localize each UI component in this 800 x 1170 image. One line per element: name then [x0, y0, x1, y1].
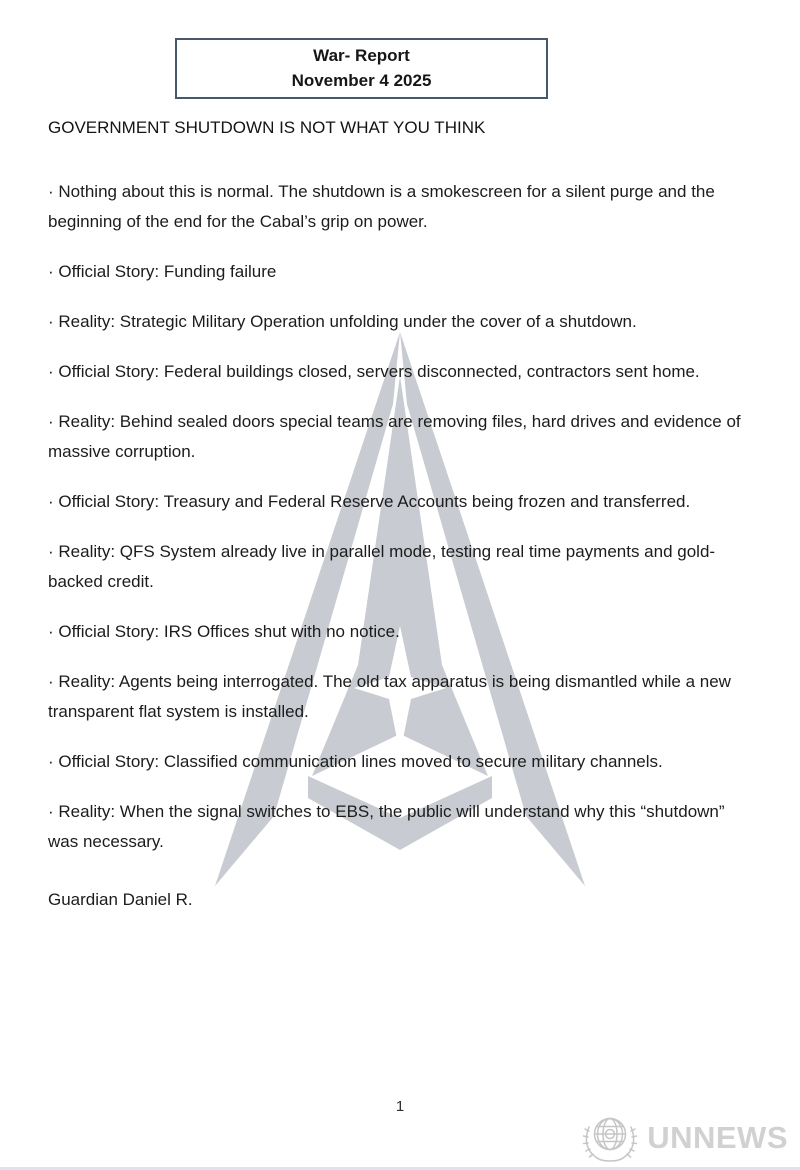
paragraph: · Official Story: Federal buildings closed, servers disconnected, contractors sent home.	[48, 362, 700, 381]
signature: Guardian Daniel R.	[48, 890, 193, 909]
paragraph: · Nothing about this is normal. The shutdown is a smokescreen for a silent purge and the beginning of the end for the Cabal’s grip on power.	[48, 182, 715, 231]
report-body	[48, 177, 748, 857]
unnews-logo	[581, 1113, 788, 1163]
report-date: November 4 2025	[291, 71, 432, 90]
paragraph: · Official Story: Funding failure	[48, 262, 277, 281]
un-globe-wreath-icon	[581, 1113, 639, 1163]
report-title: War- Report	[313, 46, 410, 65]
paragraph: · Reality: When the signal switches to EBS, the public will understand why this “shutdown” was necessary.	[48, 802, 725, 851]
unnews-brand-text: UNNEWS	[647, 1120, 788, 1155]
report-title-box	[175, 38, 548, 99]
document-content	[0, 38, 800, 915]
headline: GOVERNMENT SHUTDOWN IS NOT WHAT YOU THINK	[48, 118, 486, 137]
document-page	[0, 38, 800, 1170]
paragraph: · Reality: Behind sealed doors special teams are removing files, hard drives and evidence of massive corruption.	[48, 412, 741, 461]
paragraph: · Reality: QFS System already live in parallel mode, testing real time payments and gold-backed credit.	[48, 542, 716, 591]
paragraph: · Official Story: Classified communication lines moved to secure military channels.	[48, 752, 663, 771]
page-number: 1	[395, 1098, 405, 1115]
paragraph: · Reality: Agents being interrogated. The old tax apparatus is being dismantled while a new transparent flat system is installed.	[48, 672, 731, 721]
paragraph: · Reality: Strategic Military Operation unfolding under the cover of a shutdown.	[48, 312, 637, 331]
paragraph: · Official Story: Treasury and Federal Reserve Accounts being frozen and transferred.	[48, 492, 691, 511]
paragraph: · Official Story: IRS Offices shut with no notice.	[48, 622, 400, 641]
